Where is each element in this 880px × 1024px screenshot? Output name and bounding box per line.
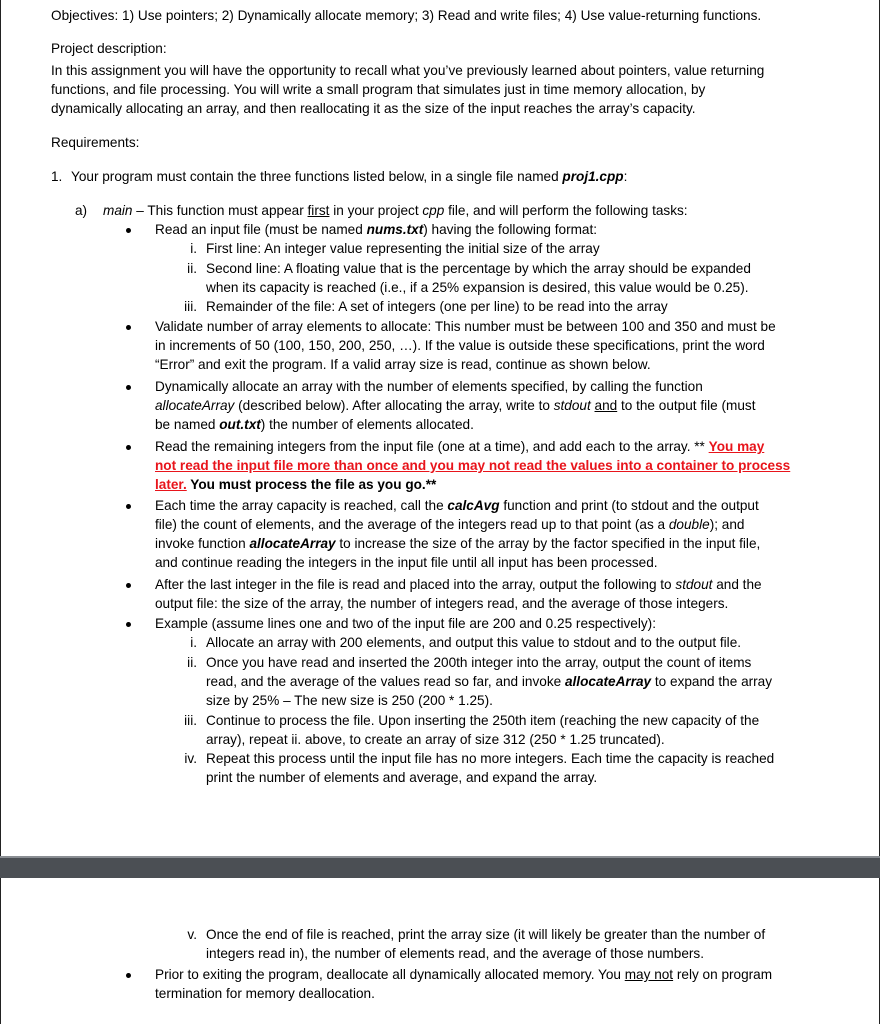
list-item-text: print the number of elements and average, and expand the array. [206, 770, 598, 785]
function-name: allocateArray [155, 398, 235, 413]
list-item-text: Once the end of file is reached, print the array size (it will likely be greater than the number of [206, 927, 766, 942]
bullet-icon [126, 385, 131, 390]
bullet-text: termination for memory deallocation. [155, 986, 375, 1001]
document-page-bottom [0, 878, 880, 1024]
bullet-text: Dynamically allocate an array with the number of elements specified, by calling the function [155, 379, 703, 394]
project-description-line: In this assignment you will have the opportunity to recall what you’ve previously learned about pointers, value returning [51, 63, 765, 78]
main-function-description: main – This function must appear first in your project cpp file, and will perform the following tasks: [103, 203, 688, 218]
list-item-text: Allocate an array with 200 elements, and output this value to stdout and to the output file. [206, 635, 742, 650]
bullet-text: Prior to exiting the program, deallocate all dynamically allocated memory. You may not rely on program [155, 967, 773, 982]
project-description-line: dynamically allocating an array, and then reallocating it as the size of the input reaches the array’s capacity. [51, 101, 696, 116]
list-item-text: size by 25% – The new size is 250 (200 * 1.25). [206, 693, 493, 708]
requirement-1-text: Your program must contain the three functions listed below, in a single file named proj1.cpp: [71, 169, 628, 184]
bullet-text: and continue reading the integers in the input file until all input has been processed. [155, 555, 658, 570]
warning-text: later. [155, 477, 187, 492]
list-item-text: Remainder of the file: A set of integers (one per line) to be read into the array [206, 299, 668, 314]
list-item-text: array), repeat ii. above, to create an array of size 312 (250 * 1.25 truncated). [206, 732, 665, 747]
bullet-text: output file: the size of the array, the number of integers read, and the average of those integers. [155, 596, 729, 611]
bullet-icon [126, 504, 131, 509]
bullet-text: Example (assume lines one and two of the input file are 200 and 0.25 respectively): [155, 616, 656, 631]
roman-numeral: iii. [184, 299, 197, 314]
page-break-gap [0, 856, 880, 878]
bullet-text: Read the remaining integers from the input file (one at a time), and add each to the array. ** You may [155, 439, 765, 454]
bullet-text: file) the count of elements, and the average of the integers read up to that point (as a double); and [155, 517, 745, 532]
roman-numeral: ii. [187, 655, 197, 670]
requirements-heading: Requirements: [51, 135, 140, 150]
bullet-text: “Error” and exit the program. If a valid array size is read, continue as shown below. [155, 357, 651, 372]
list-item-text: integers read in), the number of elements read, and the average of those numbers. [206, 946, 704, 961]
bullet-icon [126, 622, 131, 627]
objectives-line: Objectives: 1) Use pointers; 2) Dynamically allocate memory; 3) Read and write files; 4) Use value-returning functions. [51, 8, 762, 23]
sub-item-a-label: a) [75, 203, 88, 218]
roman-numeral: v. [187, 927, 197, 942]
bullet-icon [126, 973, 131, 978]
bullet-icon [126, 445, 131, 450]
function-name: allocateArray [564, 674, 652, 689]
roman-numeral: iv. [184, 751, 197, 766]
list-item-text: Continue to process the file. Upon inserting the 250th item (reaching the new capacity of the [206, 713, 760, 728]
list-item-text: when its capacity is reached (i.e., if a 25% expansion is desired, this value would be 0.25). [206, 280, 749, 295]
bullet-text: invoke function allocateArray to increase the size of the array by the factor specified in the input file, [155, 536, 761, 551]
bullet-text: Read an input file (must be named nums.txt) having the following format: [155, 222, 598, 237]
list-item-text: Repeat this process until the input file has no more integers. Each time the capacity is reached [206, 751, 775, 766]
bullet-icon [126, 325, 131, 330]
bullet-text: Validate number of array elements to allocate: This number must be between 100 and 350 and must be [155, 319, 776, 334]
bullet-text: later. You must process the file as you go.** [155, 477, 437, 492]
bullet-icon [126, 583, 131, 588]
bullet-icon [126, 228, 131, 233]
main-function-name: main [103, 203, 133, 218]
roman-numeral: i. [190, 241, 197, 256]
requirement-1-number: 1. [51, 169, 63, 184]
bullet-text: allocateArray (described below). After allocating the array, write to stdout and to the output file (must [155, 398, 756, 413]
bullet-text: be named out.txt) the number of elements allocated. [155, 417, 474, 432]
function-name: allocateArray [249, 536, 336, 551]
function-name: calcAvg [447, 498, 500, 513]
bullet-text: After the last integer in the file is read and placed into the array, output the following to stdout and the [155, 577, 762, 592]
list-item-text: First line: An integer value representing the initial size of the array [206, 241, 600, 256]
warning-text: not read the input file more than once and you may not read the values into a container to process [155, 458, 791, 473]
roman-numeral: iii. [184, 713, 197, 728]
project-description-heading: Project description: [51, 41, 167, 56]
bullet-text: Each time the array capacity is reached, call the calcAvg function and print (to stdout and the output [155, 498, 759, 513]
project-description-line: functions, and file processing. You will write a small program that simulates just in time memory allocation, by [51, 82, 706, 97]
list-item-text: Once you have read and inserted the 200th integer into the array, output the count of items [206, 655, 752, 670]
warning-text: You may [708, 439, 765, 454]
list-item-text: read, and the average of the values read so far, and invoke allocateArray to expand the array [206, 674, 773, 689]
filename-out: out.txt [219, 417, 261, 432]
roman-numeral: i. [190, 635, 197, 650]
filename-proj1: proj1.cpp [562, 169, 624, 184]
bullet-text [155, 457, 790, 475]
bullet-text: in increments of 50 (100, 150, 200, 250, …). If the value is outside these specifications, print the word [155, 338, 765, 353]
roman-numeral: ii. [187, 261, 197, 276]
filename-nums: nums.txt [366, 222, 424, 237]
list-item-text: Second line: A floating value that is the percentage by which the array should be expanded [206, 261, 751, 276]
